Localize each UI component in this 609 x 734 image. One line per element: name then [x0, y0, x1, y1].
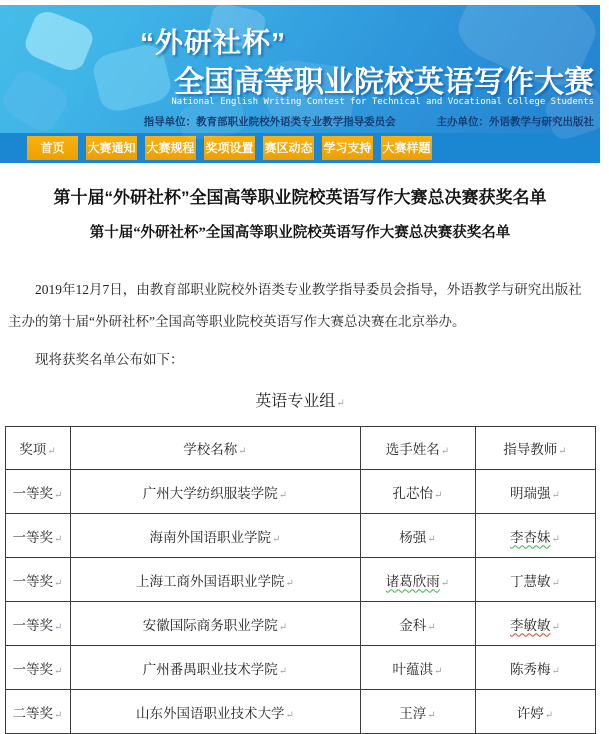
paragraph-mark: ↵ [551, 489, 560, 501]
paragraph-mark: ↵ [278, 665, 288, 677]
school-cell: 海南外国语职业学院↵ [70, 514, 360, 558]
paragraph-mark: ↵ [551, 621, 560, 633]
award-cell: 一等奖↵ [5, 646, 70, 690]
nav-item-5[interactable]: 赛区动态 [263, 136, 314, 160]
teacher-cell: 明瑞强↵ [475, 470, 595, 514]
paragraph-mark: ↵ [434, 489, 443, 501]
announce-paragraph: 现将获奖名单公布如下： [35, 352, 184, 367]
paragraph-mark: ↵ [47, 446, 56, 457]
paragraph-mark: ↵ [427, 621, 436, 633]
award-cell: 一等奖↵ [5, 558, 70, 602]
banner-title-line2: 全国高等职业院校英语写作大赛 [174, 66, 594, 99]
nav-item-3[interactable]: 大赛规程 [145, 136, 196, 160]
paragraph-mark: ↵ [440, 446, 450, 457]
paragraph-mark: ↵ [336, 398, 345, 409]
paragraph-mark: ↵ [54, 533, 63, 545]
paragraph-mark: ↵ [54, 665, 63, 677]
school-cell: 山东外国语职业技术大学↵ [70, 690, 360, 734]
table-header-row [5, 427, 595, 470]
student-cell: 孔芯怡↵ [360, 470, 475, 514]
table-row [5, 646, 595, 690]
school-cell: 安徽国际商务职业学院↵ [70, 602, 360, 646]
award-cell: 一等奖↵ [5, 602, 70, 646]
page-subtitle: 第十届“外研社杯”全国高等职业院校英语写作大赛总决赛获奖名单 [89, 225, 511, 241]
paragraph-mark: ↵ [551, 533, 560, 545]
school-cell: 广州番禺职业技术学院↵ [70, 646, 360, 690]
paragraph-mark: ↵ [285, 577, 294, 589]
paragraph-mark: ↵ [558, 446, 567, 457]
nav-item-1[interactable]: 首页 [27, 136, 78, 160]
awards-table [5, 426, 596, 734]
nav-bar [0, 133, 600, 163]
guide-unit-label: 指导单位：教育部职业院校外语类专业教学指导委员会 [143, 116, 396, 128]
banner-subtitle-english: National English Writing Contest for Technical and Vocational College Students [171, 97, 594, 107]
table-row [5, 558, 595, 602]
paragraph-mark: ↵ [544, 709, 554, 721]
school-cell: 上海工商外国语职业学院↵ [70, 558, 360, 602]
group-title [0, 388, 600, 411]
student-cell: 王淳↵ [360, 690, 475, 734]
award-header: 奖项↵ [5, 427, 70, 470]
paragraph-mark: ↵ [272, 533, 281, 545]
banner-organizer-line [144, 114, 594, 129]
paragraph-mark: ↵ [427, 533, 436, 545]
teacher-cell: 李敏敏↵ [475, 602, 595, 646]
nav-item-4[interactable]: 奖项设置 [204, 136, 255, 160]
award-cell: 一等奖↵ [5, 514, 70, 558]
banner-title-line1: “外研社杯” [140, 27, 287, 58]
teacher-cell: 许婷↵ [475, 690, 595, 734]
teacher-cell: 陈秀梅↵ [475, 646, 595, 690]
school-cell: 广州大学纺织服装学院↵ [70, 470, 360, 514]
student-cell: 杨强↵ [360, 514, 475, 558]
table-row [5, 470, 595, 514]
award-cell: 一等奖↵ [5, 470, 70, 514]
nav-item-6[interactable]: 学习支持 [322, 136, 373, 160]
paragraph-mark: ↵ [54, 621, 63, 633]
banner-decor-shape [21, 7, 96, 75]
paragraph-mark: ↵ [551, 577, 560, 589]
teacher-cell: 李杏妹↵ [475, 514, 595, 558]
paragraph-mark: ↵ [54, 489, 63, 501]
teacher-header: 指导教师↵ [475, 427, 595, 470]
host-unit-label: 主办单位：外语教学与研究出版社 [436, 116, 594, 128]
paragraph-mark: ↵ [54, 709, 63, 721]
table-row [5, 690, 595, 734]
teacher-cell: 丁慧敏↵ [475, 558, 595, 602]
paragraph-mark: ↵ [285, 709, 294, 721]
student-cell: 诸葛欣雨↵ [360, 558, 475, 602]
table-row [5, 514, 595, 558]
award-cell: 二等奖↵ [5, 690, 70, 734]
group-title-text: 英语专业组 [255, 393, 336, 410]
student-cell: 叶蕴淇↵ [360, 646, 475, 690]
nav-item-2[interactable]: 大赛通知 [86, 136, 137, 160]
paragraph-mark: ↵ [551, 665, 560, 677]
paragraph-mark: ↵ [54, 577, 63, 589]
banner-decor-shape [0, 65, 72, 136]
paragraph-mark: ↵ [238, 446, 247, 457]
banner [0, 5, 600, 133]
paragraph-mark: ↵ [278, 489, 288, 501]
nav-item-7[interactable]: 大赛样题 [381, 136, 432, 160]
page [0, 5, 600, 721]
paragraph-mark: ↵ [440, 577, 450, 589]
article [0, 188, 600, 734]
table-row [5, 602, 595, 646]
paragraph-mark: ↵ [434, 665, 443, 677]
school-header: 学校名称↵ [70, 427, 360, 470]
paragraph-mark: ↵ [427, 709, 436, 721]
page-title: 第十届“外研社杯”全国高等职业院校英语写作大赛总决赛获奖名单 [53, 188, 547, 207]
student-header: 选手姓名↵ [360, 427, 475, 470]
intro-paragraph: 2019年12月7日，由教育部职业院校外语类专业教学指导委员会指导，外语教学与研究出版社主办的第十届“外研社杯”全国高等职业院校英语写作大赛总决赛在北京举办。 [8, 282, 582, 329]
paragraph-mark: ↵ [278, 621, 288, 633]
student-cell: 金科↵ [360, 602, 475, 646]
